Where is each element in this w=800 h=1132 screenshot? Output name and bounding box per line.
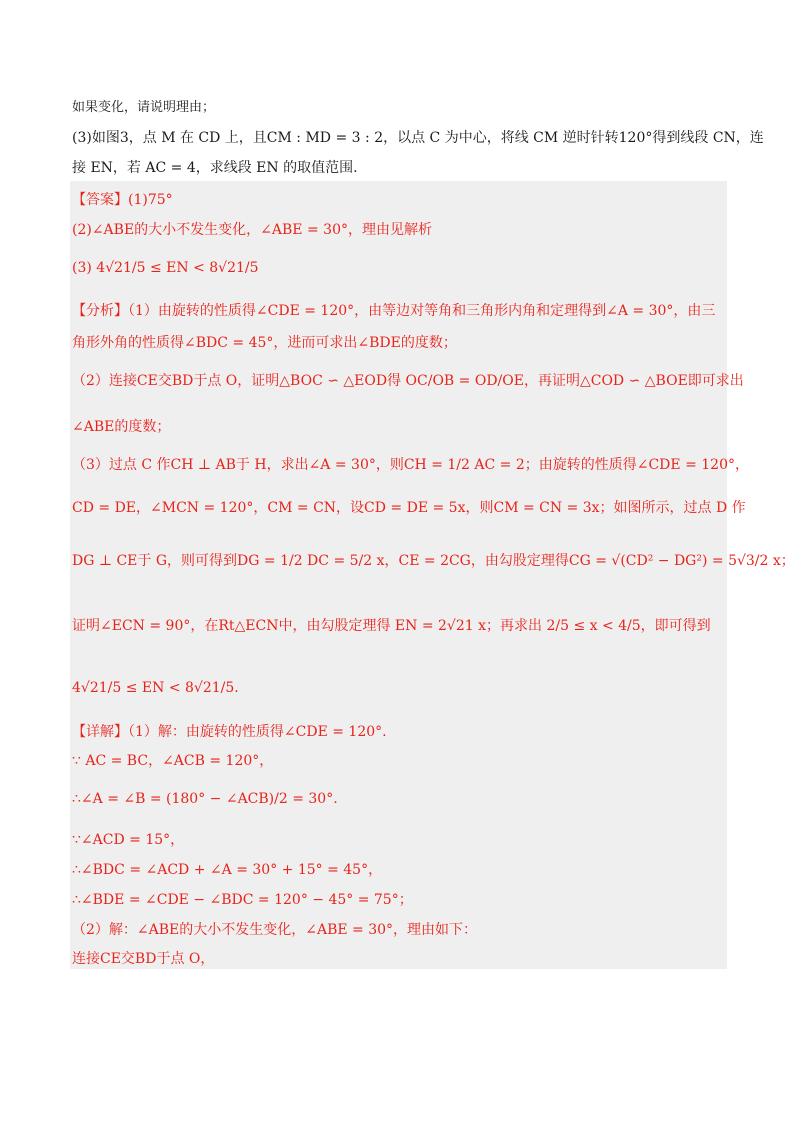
question-line-1: 如果变化，请说明理由； bbox=[72, 100, 216, 115]
analysis-line-7: DG ⊥ CE于 G，则可得到DG = 1/2 DC = 5/2 x，CE = 2CG，由勾股定理得CG = √(CD² − DG²) = 5√3/2 x； bbox=[72, 553, 795, 569]
detail-line-8: 连接CE交BD于点 O， bbox=[72, 951, 215, 967]
analysis-line-3: （2）连接CE交BD于点 O，证明△BOC ∽ △EOD得 OC/OB = OD/OE，再证明△COD ∽ △BOE即可求出 bbox=[72, 373, 744, 389]
detail-line-2: ∵ AC = BC，∠ACB = 120°， bbox=[72, 753, 274, 769]
answer-section-background bbox=[70, 181, 727, 969]
detail-line-1: 【详解】（1）解：由旋转的性质得∠CDE = 120°. bbox=[72, 724, 387, 740]
analysis-line-2: 角形外角的性质得∠BDC = 45°，进而可求出∠BDE的度数； bbox=[72, 335, 457, 351]
analysis-line-5: （3）过点 C 作CH ⊥ AB于 H，求出∠A = 30°，则CH = 1/2 AC = 2；由旋转的性质得∠CDE = 120°， bbox=[72, 457, 749, 473]
analysis-line-9: 4√21/5 ≤ EN < 8√21/5. bbox=[72, 680, 239, 696]
analysis-line-4: ∠ABE的度数； bbox=[72, 419, 171, 435]
analysis-line-1: 【分析】（1）由旋转的性质得∠CDE = 120°，由等边对等角和三角形内角和定理得到∠A = 30°，由三 bbox=[72, 303, 716, 319]
detail-line-4: ∵∠ACD = 15°， bbox=[72, 832, 185, 848]
answer-part-2: (2)∠ABE的大小不发生变化，∠ABE = 30°，理由见解析 bbox=[72, 222, 432, 238]
answer-part-1: 【答案】(1)75° bbox=[72, 192, 173, 208]
question-line-3: 接 EN，若 AC = 4，求线段 EN 的取值范围. bbox=[72, 160, 358, 176]
detail-line-6: ∴∠BDE = ∠CDE − ∠BDC = 120° − 45° = 75°； bbox=[72, 892, 413, 908]
question-line-2: (3)如图3，点 M 在 CD 上，且CM : MD = 3 : 2，以点 C 为中心，将线 CM 逆时针转120°得到线段 CN，连 bbox=[72, 130, 764, 146]
detail-line-5: ∴∠BDC = ∠ACD + ∠A = 30° + 15° = 45°， bbox=[72, 862, 383, 878]
analysis-line-6: CD = DE，∠MCN = 120°，CM = CN，设CD = DE = 5x，则CM = CN = 3x；如图所示，过点 D 作 bbox=[72, 500, 746, 516]
detail-line-3: ∴∠A = ∠B = (180° − ∠ACB)/2 = 30°. bbox=[72, 791, 338, 807]
detail-line-7: （2）解：∠ABE的大小不发生变化，∠ABE = 30°，理由如下： bbox=[72, 922, 478, 938]
analysis-line-8: 证明∠ECN = 90°，在Rt△ECN中，由勾股定理得 EN = 2√21 x；再求出 2/5 ≤ x < 4/5，即可得到 bbox=[72, 618, 711, 634]
answer-part-3: (3) 4√21/5 ≤ EN < 8√21/5 bbox=[72, 260, 259, 276]
